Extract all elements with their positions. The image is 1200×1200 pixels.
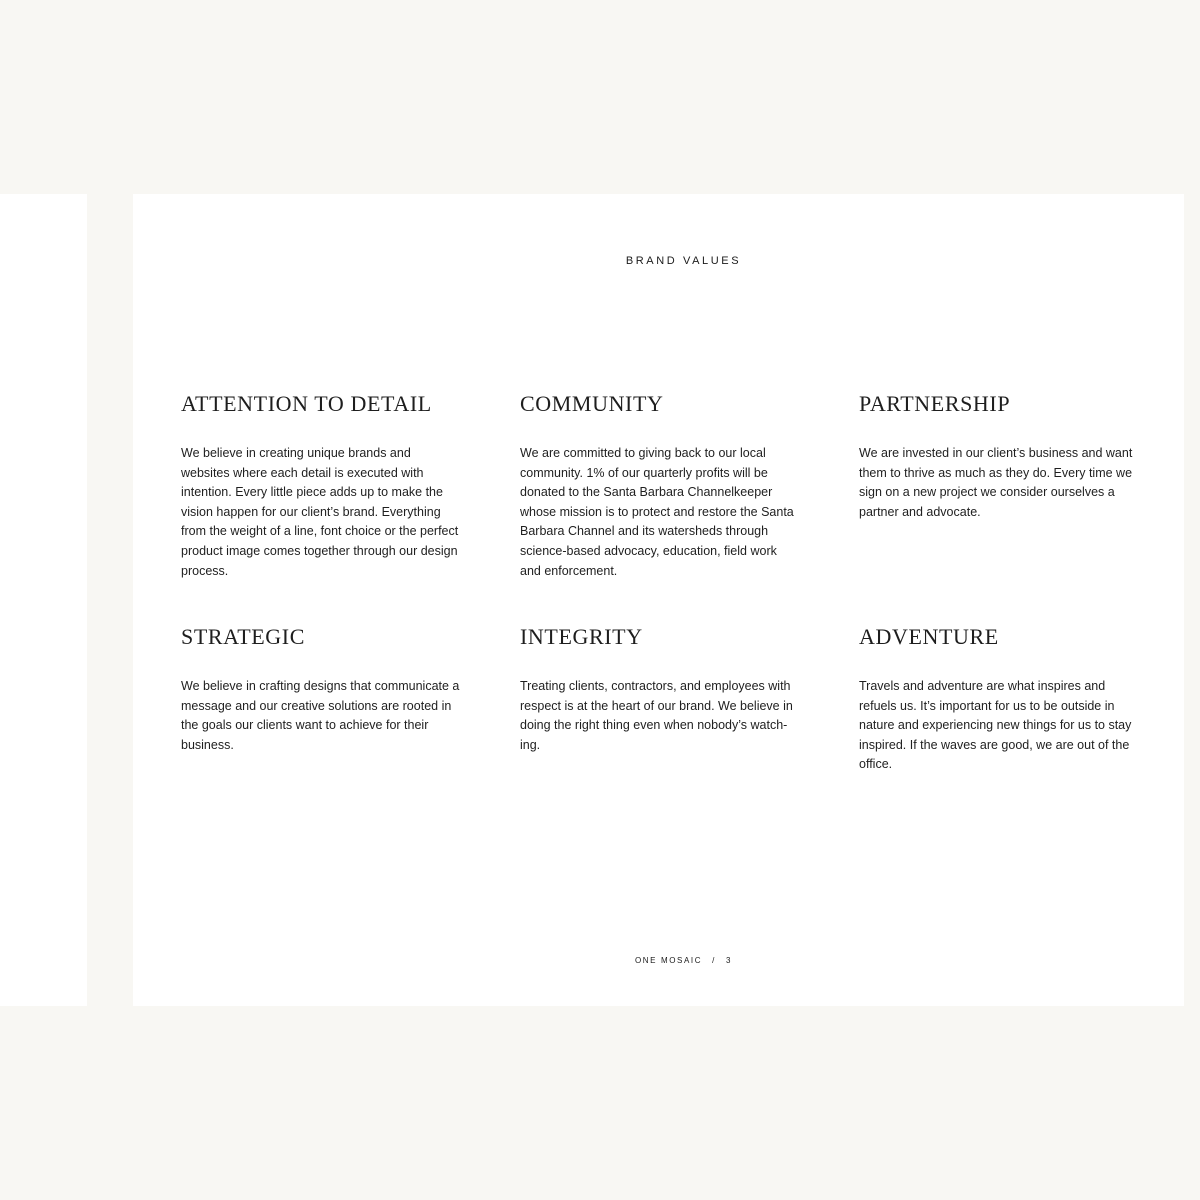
value-description: We are invested in our client’s business and want them to thrive as much as they do. Every time we sign on a new project we consider ourselves a partner and advocate. bbox=[859, 446, 1133, 519]
footer-separator: / bbox=[712, 956, 716, 965]
value-title: STRATEGIC bbox=[181, 624, 305, 649]
value-card-community bbox=[520, 391, 859, 624]
value-title: PARTNERSHIP bbox=[859, 391, 1011, 416]
value-description: Treating clients, contractors, and employees with respect is at the heart of our brand. We believe in doing the right thing even when nobody’s watch-ing. bbox=[520, 679, 793, 752]
value-title: INTEGRITY bbox=[520, 624, 643, 649]
brand-values-grid bbox=[181, 391, 1141, 775]
value-card-strategic bbox=[181, 624, 520, 775]
footer-brand: ONE MOSAIC bbox=[634, 956, 703, 965]
page-title: BRAND VALUES bbox=[625, 255, 742, 267]
value-description: Travels and adventure are what inspires and refuels us. It’s important for us to be outside in nature and experiencing new things for us to stay inspired. If the waves are good, we are out of the office. bbox=[859, 679, 1132, 772]
value-description: We are committed to giving back to our local community. 1% of our quarterly profits will be donated to the Santa Barbara Channelkeeper whose mission is to protect and restore the Santa Barbara Channel and its watersheds through science-based advocacy, education, field work and enforcement. bbox=[520, 446, 794, 578]
document-page bbox=[133, 194, 1184, 1006]
value-title: ADVENTURE bbox=[859, 624, 999, 649]
value-card-partnership bbox=[859, 391, 1141, 624]
previous-page-edge bbox=[0, 194, 87, 1006]
page-footer bbox=[133, 956, 1184, 965]
value-description: We believe in crafting designs that communicate a message and our creative solutions are rooted in the goals our clients want to achieve for their business. bbox=[181, 679, 460, 752]
value-card-adventure bbox=[859, 624, 1141, 775]
value-title: COMMUNITY bbox=[520, 391, 664, 416]
value-description: We believe in creating unique brands and websites where each detail is executed with intention. Every little piece adds up to make the vision happen for our client’s brand. Everything from the weight of a line, font choice or the perfect product image comes together through our design process. bbox=[181, 446, 459, 578]
page-number: 3 bbox=[725, 956, 732, 965]
value-title: ATTENTION TO DETAIL bbox=[181, 391, 432, 416]
value-card-attention-to-detail bbox=[181, 391, 520, 624]
value-card-integrity bbox=[520, 624, 859, 775]
